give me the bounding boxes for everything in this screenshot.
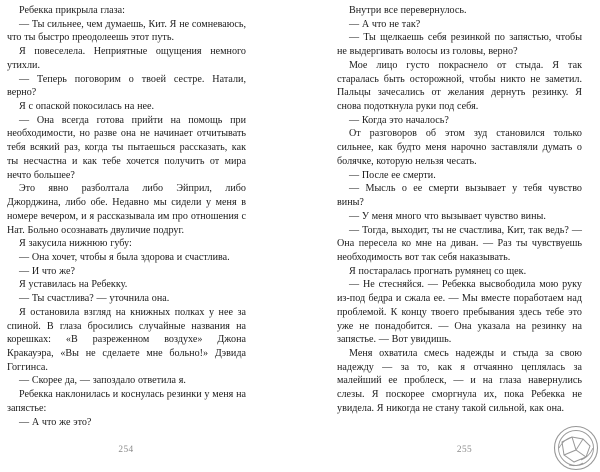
left-page-paragraph: — Она всегда готова прийти на помощь при необходимости, но разве она не начинает отчитывать тебя всякий раз, когда ты пытаешься рассказать, как ты несчастна и как тебе хочется получить от мира нечто большее?: [7, 114, 246, 181]
right-page-paragraph: Я постаралась прогнать румянец со щек.: [349, 265, 527, 277]
left-page-paragraph: — Скорее да, — запоздало ответила я.: [19, 375, 186, 387]
right-page-paragraph: — А что не так?: [349, 18, 421, 30]
right-page-paragraph: Внутри все перевернулось.: [349, 5, 467, 16]
left-page-folio: 254: [118, 445, 134, 455]
right-page-paragraph: — У меня много что вызывает чувство вины.: [349, 210, 546, 222]
right-page-paragraph: — Мысль о ее смерти вызывает у тебя чувство вины?: [337, 183, 582, 209]
publisher-emblem-icon: [552, 424, 600, 472]
right-page-paragraph: Меня охватила смесь надежды и стыда за свою надежду — за то, как я отчаянно цеплялась за малейший ее проблеск, — и на глаза навернулись слезы. Я поскорее сморгнула их, пока Ребекка не увидела. Я никогда не стану такой сильной, как она.: [337, 347, 582, 414]
left-page-text-block: [7, 4, 246, 429]
right-page-paragraph: — Ты щелкаешь себя резинкой по запястью, чтобы не выдергивать волосы из головы, верно?: [337, 32, 582, 58]
left-page-paragraph: Я с опаской покосилась на нее.: [19, 101, 155, 113]
left-page-paragraph: Ребекка наклонилась и коснулась резинки у меня на запястье:: [7, 389, 246, 414]
right-page-paragraph: — Тогда, выходит, ты не счастлива, Кит, так ведь? — Она пересела ко мне на диван. — Раз ты чувствуешь необходимость вот так себя наказывать.: [337, 224, 582, 263]
right-page-paragraph: — Не стесняйся. — Ребекка высвободила мою руку из-под бедра и сжала ее. — Мы вместе поработаем над проблемой. К концу твоего пребывания здесь тебе это уже не понадобится. — Она указала на резинку на запястье. — Вот увидишь.: [337, 279, 582, 346]
left-page-paragraph: — Теперь поговорим о твоей сестре. Натали, верно?: [7, 73, 246, 99]
left-page-paragraph: Я закусила нижнюю губу:: [19, 238, 132, 250]
right-page-folio: 255: [456, 445, 473, 455]
left-page-paragraph: — Она хочет, чтобы я была здорова и счастлива.: [19, 251, 230, 263]
right-page-text-block: [337, 4, 582, 416]
right-page-paragraph: От разговоров об этом зуд становился только сильнее, как будто меня нарочно заставляли думать о болячке, которую нельзя чесать.: [337, 128, 582, 167]
left-page-paragraph: — А что же это?: [19, 416, 92, 428]
left-page-paragraph: Я повеселела. Неприятные ощущения немного утихли.: [7, 46, 246, 71]
left-page-paragraph: Это явно разболтала либо Эйприл, либо Джорджина, либо обе. Недавно мы сидели у меня в номере вечером, и я рассказывала им про отношения с Нат. Больно осознавать двуличие подруг.: [7, 183, 246, 236]
left-page: [0, 0, 252, 471]
right-page-paragraph: — После ее смерти.: [349, 169, 436, 181]
right-page: [329, 0, 600, 471]
left-page-paragraph: Я уставилась на Ребекку.: [19, 279, 128, 291]
left-page-paragraph: Ребекка прикрыла глаза:: [19, 5, 126, 16]
left-page-paragraph: — Ты сильнее, чем думаешь, Кит. Я не сомневаюсь, что ты быстро преодолеешь этот путь.: [7, 18, 246, 44]
right-page-paragraph: — Когда это началось?: [349, 114, 449, 126]
right-page-paragraph: Мое лицо густо покраснело от стыда. Я так старалась быть осторожной, чтобы никто не заметил. Пальцы зачесались от желания дернуть резинку. Я снова подоткнула руки под себя.: [337, 59, 582, 113]
left-page-paragraph: Я остановила взгляд на книжных полках у нее за спиной. В глаза бросились случайные названия на корешках: «В разреженном воздухе» Джона Кракауэра, «Вы не сделаете мне больно!» Дэвида Гоггинса.: [7, 306, 246, 373]
left-page-paragraph: — Ты счастлива? — уточнила она.: [19, 293, 170, 305]
left-page-paragraph: — И что же?: [19, 265, 75, 277]
